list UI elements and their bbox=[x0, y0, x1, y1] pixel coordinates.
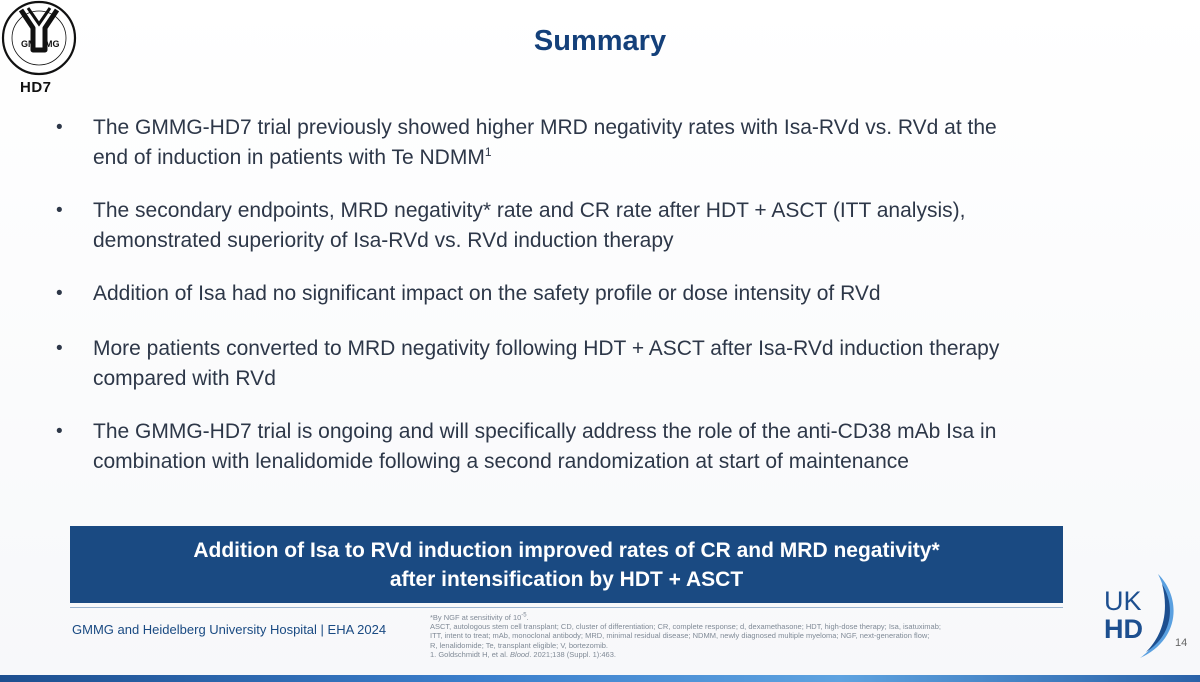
slide-title: Summary bbox=[533, 25, 667, 57]
bullet-text: More patients converted to MRD negativity following HDT + ASCT after Isa-RVd induction therapy bbox=[93, 337, 1000, 360]
bullet-marker: • bbox=[56, 338, 63, 359]
bullet-marker: • bbox=[56, 200, 63, 221]
logo-left-text: GM bbox=[21, 39, 36, 49]
bullet-marker: • bbox=[56, 421, 63, 442]
footnotes bbox=[430, 613, 1080, 659]
callout-line: Addition of Isa to RVd induction improved rates of CR and MRD negativity* bbox=[193, 538, 940, 562]
bullet-list bbox=[56, 113, 1166, 500]
bullet-text: The GMMG-HD7 trial is ongoing and will specifically address the role of the anti-CD38 mAb Isa in bbox=[93, 420, 997, 443]
footnote-line: ITT, intent to treat; mAb, monoclonal antibody; MRD, minimal residual disease; NDMM, newly diagnosed multiple myeloma; NGF, next-generation flow; bbox=[430, 631, 930, 641]
reference-line bbox=[430, 650, 1080, 659]
bullet-text: compared with RVd bbox=[93, 367, 276, 390]
bullet-text: combination with lenalidomide following a second randomization at start of maintenance bbox=[93, 450, 909, 473]
footnote-text: *By NGF at sensitivity of 10 bbox=[430, 613, 522, 622]
footnote-line: R, lenalidomide; Te, transplant eligible; V, bortezomib. bbox=[430, 640, 609, 650]
bullet-text: demonstrated superiority of Isa-RVd vs. RVd induction therapy bbox=[93, 229, 674, 252]
reference-journal: Blood bbox=[510, 649, 530, 659]
footnote-exponent: -5 bbox=[521, 612, 527, 619]
logo-caption: HD7 bbox=[20, 79, 52, 96]
bullet-text: The secondary endpoints, MRD negativity* rate and CR rate after HDT + ASCT (ITT analysis), bbox=[93, 199, 966, 222]
bullet-text: The GMMG-HD7 trial previously showed higher MRD negativity rates with Isa-RVd vs. RVd at the bbox=[93, 116, 997, 139]
bullet-item bbox=[56, 113, 1166, 173]
bullet-text: Addition of Isa had no significant impact on the safety profile or dose intensity of RVd bbox=[93, 282, 881, 305]
reference-authors: 1. Goldschmidt H, et al. bbox=[430, 649, 511, 659]
logo-right-text: MG bbox=[45, 39, 60, 49]
callout-line: after intensification by HDT + ASCT bbox=[389, 567, 744, 591]
reference-details: . 2021;138 (Suppl. 1):463. bbox=[529, 649, 616, 659]
bullet-item bbox=[56, 334, 1166, 394]
ukhd-logo bbox=[1100, 570, 1180, 660]
bullet-text: end of induction in patients with Te NDMM bbox=[93, 146, 485, 169]
footnote-line: ASCT, autologous stem cell transplant; CD, cluster of differentiation; CR, complete response; d, dexamethasone; HDT, high-dose therapy; Isa, isatuximab; bbox=[430, 622, 941, 632]
footer-divider bbox=[70, 607, 1063, 608]
ukhd-bottom-text: HD bbox=[1104, 614, 1143, 644]
footnote-line: *By NGF at sensitivity of $10^{-5}$. bbox=[430, 612, 529, 622]
bullet-marker: • bbox=[56, 117, 63, 138]
bullet-item bbox=[56, 196, 1166, 256]
bottom-decorative-strip bbox=[0, 675, 1200, 682]
bullet-marker: • bbox=[56, 283, 63, 304]
page-number: 14 bbox=[1175, 637, 1188, 649]
bullet-item bbox=[56, 417, 1166, 477]
footnote-ref: 1 bbox=[484, 145, 492, 159]
bullet-item bbox=[56, 279, 1166, 309]
conclusion-callout bbox=[70, 526, 1063, 603]
footer-source: GMMG and Heidelberg University Hospital | EHA 2024 bbox=[72, 622, 387, 637]
ukhd-top-text: UK bbox=[1104, 586, 1142, 616]
